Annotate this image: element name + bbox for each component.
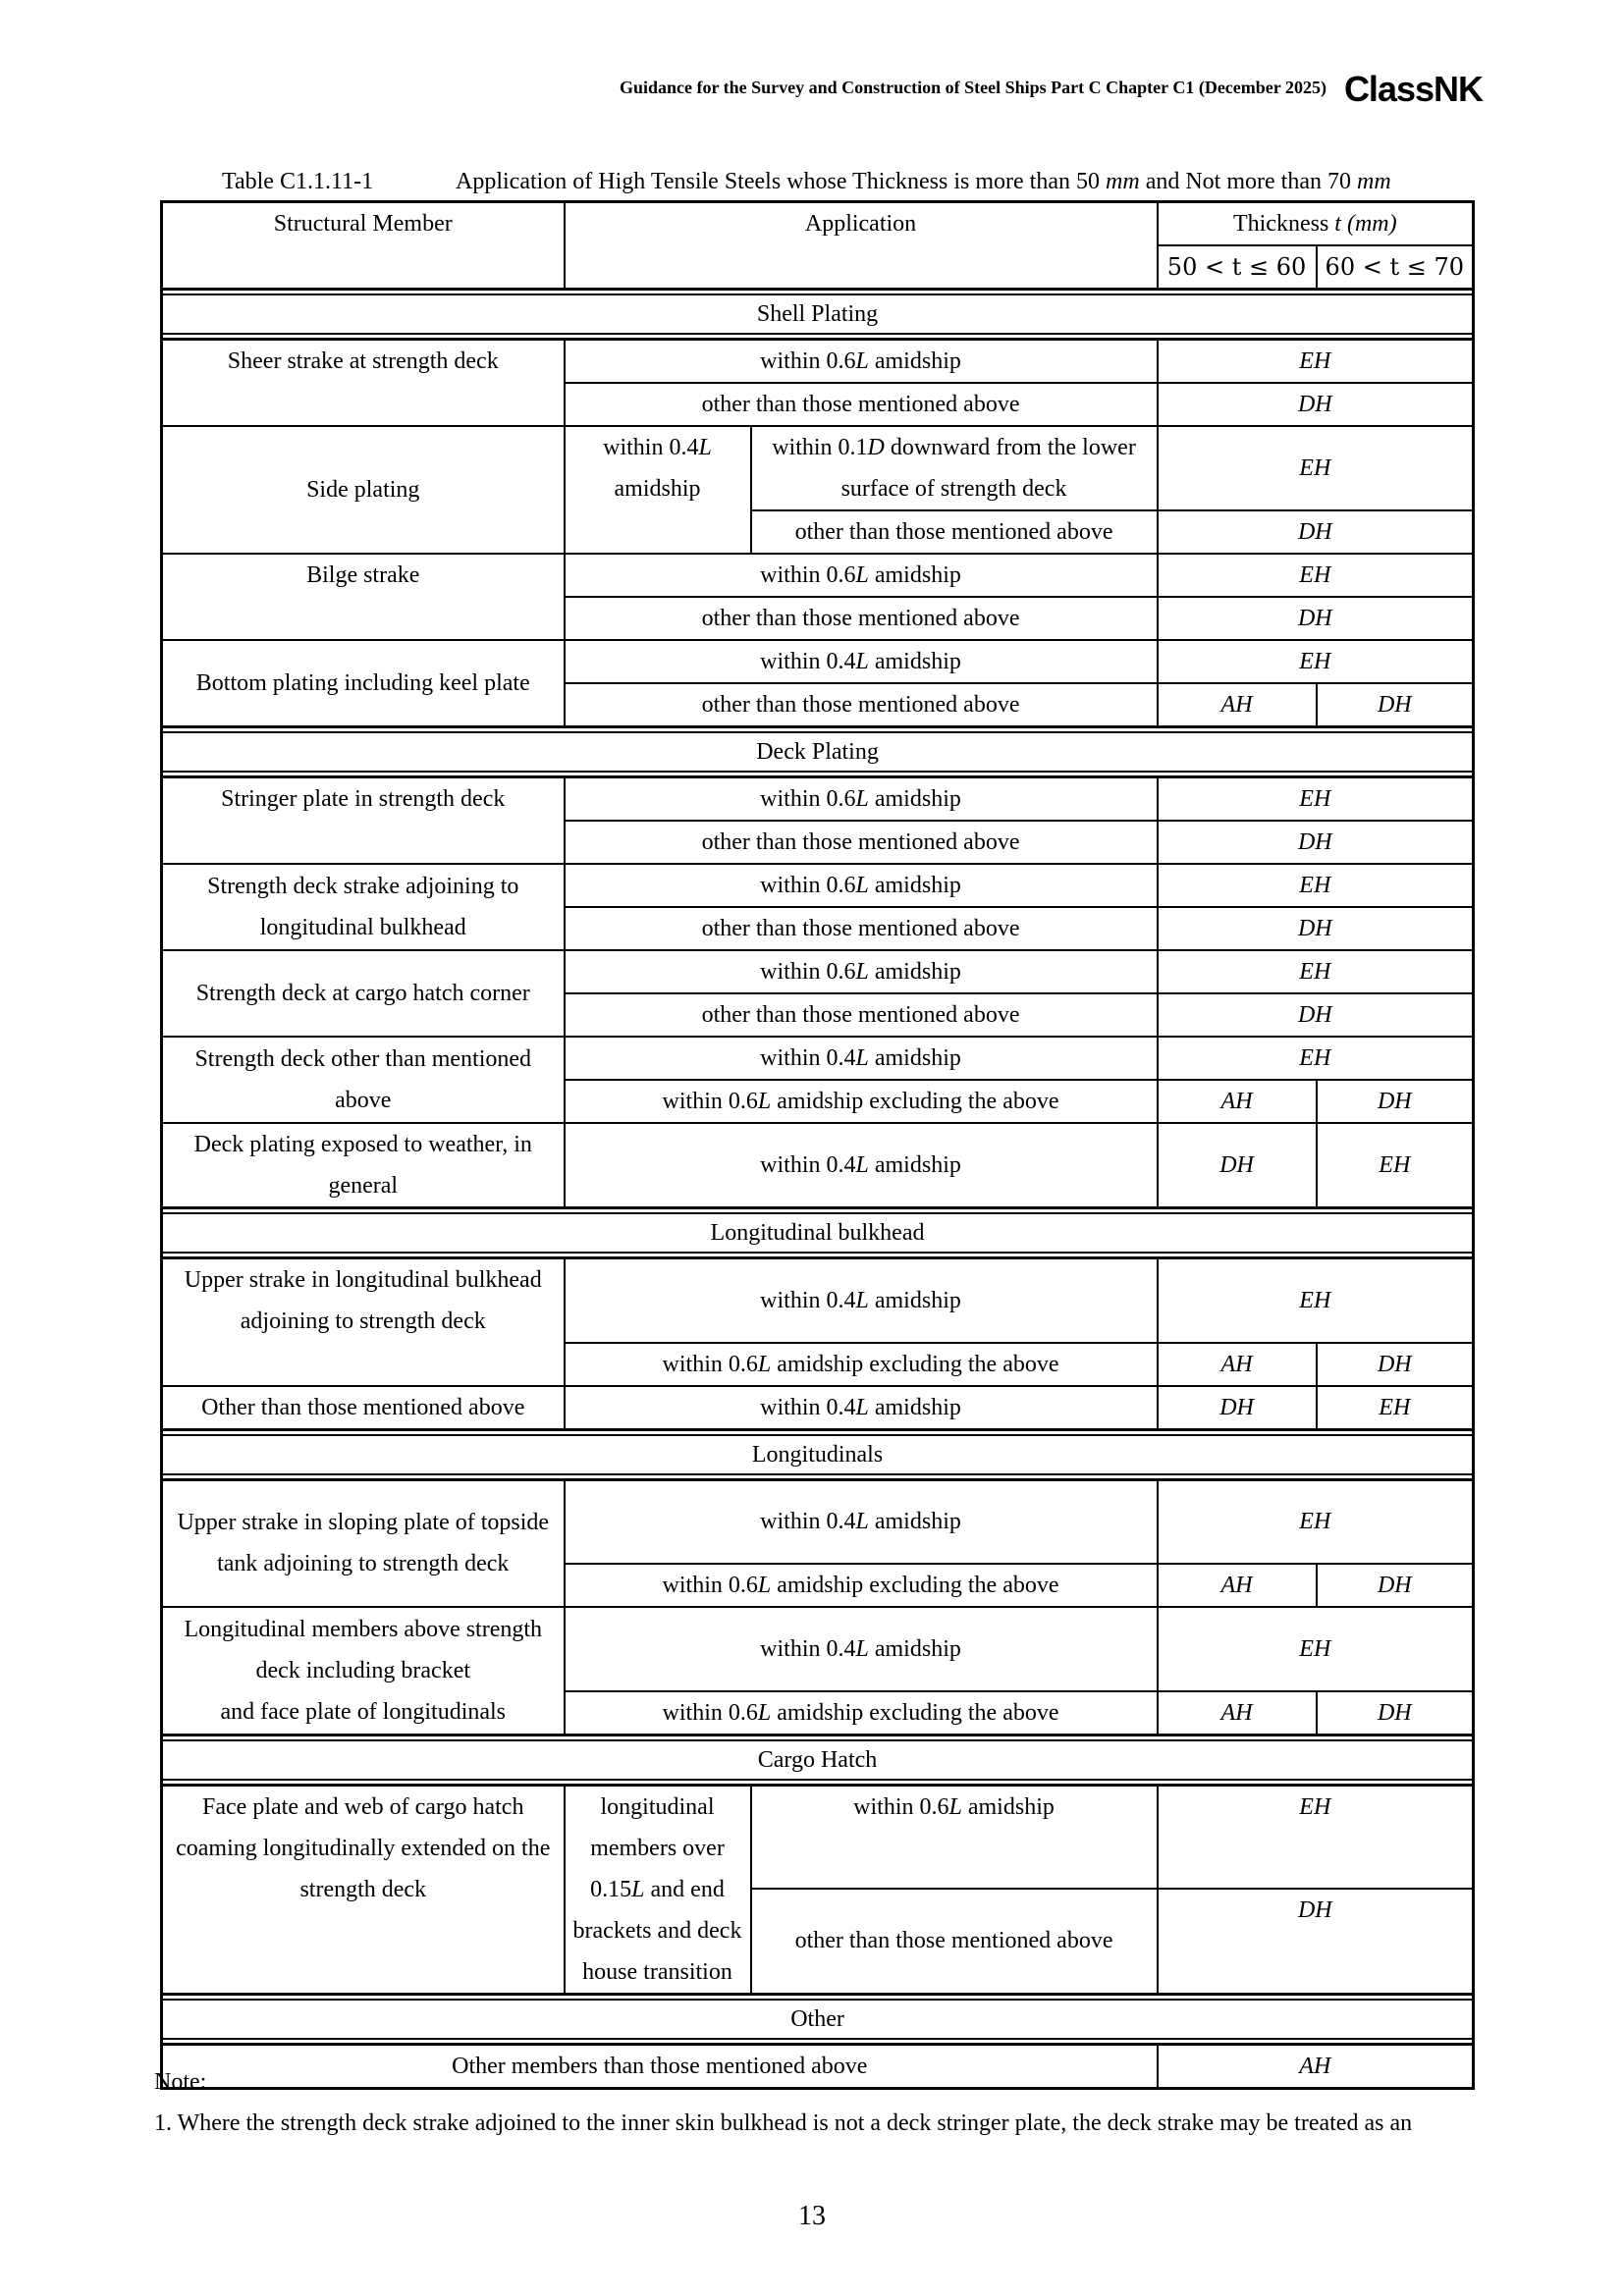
high-tensile-steel-table	[160, 200, 1475, 2090]
member-strength-deck-hatch-corner: Strength deck at cargo hatch corner	[162, 950, 565, 1037]
member-side-plating: Side plating	[162, 426, 565, 554]
running-title: Guidance for the Survey and Construction of Steel Ships Part C Chapter C1 (December 2025)	[619, 78, 1326, 97]
section-cargo-hatch: Cargo Hatch	[162, 1735, 1474, 1786]
member-sloping-plate: Upper strake in sloping plate of topside tank adjoining to strength deck	[162, 1479, 565, 1607]
table-number: Table C1.1.11-1	[222, 169, 374, 194]
grade-cell: AH	[1158, 1343, 1317, 1386]
application-cell: within 0.4L amidship	[565, 1037, 1158, 1080]
grade-cell: EH	[1158, 777, 1474, 822]
application-cell: within 0.4L amidship	[565, 426, 751, 554]
grade-cell: DH	[1158, 510, 1474, 554]
note-item-1: 1. Where the strength deck strake adjoined to the inner skin bulkhead is not a deck stringer plate, the deck strake may be treated as an	[154, 2110, 1413, 2136]
grade-cell: DH	[1158, 1123, 1317, 1208]
member-hatch-coaming: Face plate and web of cargo hatch coaming longitudinally extended on the strength deck	[162, 1786, 565, 1995]
section-other: Other	[162, 1995, 1474, 2045]
member-upper-strake-lbh: Upper strake in longitudinal bulkhead adjoining to strength deck	[162, 1258, 565, 1386]
application-cell: within 0.6L amidship excluding the above	[565, 1343, 1158, 1386]
member-stringer-plate: Stringer plate in strength deck	[162, 777, 565, 865]
member-sheer-strake: Sheer strake at strength deck	[162, 340, 565, 427]
page-number: 13	[798, 2201, 826, 2231]
application-cell: other than those mentioned above	[565, 597, 1158, 640]
section-deck-plating: Deck Plating	[162, 727, 1474, 777]
application-cell: other than those mentioned above	[751, 1889, 1158, 1995]
application-cell: within 0.6L amidship excluding the above	[565, 1691, 1158, 1735]
grade-cell: EH	[1158, 340, 1474, 384]
application-cell: within 0.1D downward from the lower surface of strength deck	[751, 426, 1158, 510]
application-cell: within 0.6L amidship	[565, 340, 1158, 384]
application-cell: within 0.6L amidship excluding the above	[565, 1564, 1158, 1607]
application-cell: other than those mentioned above	[565, 383, 1158, 426]
grade-cell: DH	[1158, 383, 1474, 426]
application-cell: within 0.6L amidship	[751, 1786, 1158, 1889]
member-bottom-plating: Bottom plating including keel plate	[162, 640, 565, 727]
application-cell: within 0.4L amidship	[565, 1123, 1158, 1208]
table-title-part: and Not more than 70	[1139, 169, 1357, 194]
grade-cell: EH	[1317, 1123, 1474, 1208]
grade-cell: DH	[1158, 821, 1474, 864]
grade-cell: EH	[1158, 1786, 1474, 1889]
grade-cell: DH	[1158, 993, 1474, 1037]
note-label: Note:	[154, 2069, 207, 2095]
grade-cell: AH	[1158, 683, 1317, 727]
member-lbh-other: Other than those mentioned above	[162, 1386, 565, 1430]
table-title-part: Application of High Tensile Steels whose Thickness is more than 50	[456, 169, 1107, 194]
header-structural-member: Structural Member	[162, 202, 565, 290]
grade-cell: DH	[1317, 1343, 1474, 1386]
grade-cell: DH	[1317, 683, 1474, 727]
section-longitudinal-bulkhead: Longitudinal bulkhead	[162, 1208, 1474, 1258]
grade-cell: AH	[1158, 1691, 1317, 1735]
application-cell: other than those mentioned above	[565, 907, 1158, 950]
application-cell: other than those mentioned above	[751, 510, 1158, 554]
header-application: Application	[565, 202, 1158, 290]
grade-cell: DH	[1317, 1080, 1474, 1123]
application-cell: within 0.4L amidship	[565, 1258, 1158, 1343]
member-strength-deck-strake-lbh: Strength deck strake adjoining to longitudinal bulkhead	[162, 864, 565, 950]
grade-cell: DH	[1158, 597, 1474, 640]
application-cell: within 0.6L amidship	[565, 777, 1158, 822]
grade-cell: DH	[1317, 1564, 1474, 1607]
grade-cell: EH	[1317, 1386, 1474, 1430]
table-title-unit: mm	[1356, 169, 1391, 194]
grade-cell: EH	[1158, 554, 1474, 597]
table-title-unit: mm	[1106, 169, 1140, 194]
member-longitudinal-members: Longitudinal members above strength deck including bracket and face plate of longitudinals	[162, 1607, 565, 1735]
section-shell-plating: Shell Plating	[162, 290, 1474, 340]
header-range-60-70: 60 < t ≤ 70	[1317, 245, 1474, 290]
grade-cell: EH	[1158, 640, 1474, 683]
section-longitudinals: Longitudinals	[162, 1429, 1474, 1479]
application-cell: within 0.6L amidship excluding the above	[565, 1080, 1158, 1123]
running-header	[0, 69, 1483, 110]
header-range-50-60: 50 < t ≤ 60	[1158, 245, 1317, 290]
grade-cell: AH	[1158, 2045, 1474, 2089]
grade-cell: EH	[1158, 1037, 1474, 1080]
grade-cell: DH	[1158, 907, 1474, 950]
grade-cell: EH	[1158, 1479, 1474, 1564]
header-thickness: Thickness t (mm)	[1158, 202, 1474, 246]
application-cell: within 0.4L amidship	[565, 1479, 1158, 1564]
application-cell: other than those mentioned above	[565, 821, 1158, 864]
grade-cell: EH	[1158, 950, 1474, 993]
application-cell: other than those mentioned above	[565, 993, 1158, 1037]
grade-cell: DH	[1158, 1889, 1474, 1995]
grade-cell: EH	[1158, 426, 1474, 510]
application-cell: within 0.4L amidship	[565, 640, 1158, 683]
member-bilge-strake: Bilge strake	[162, 554, 565, 640]
grade-cell: EH	[1158, 864, 1474, 907]
application-cell: within 0.6L amidship	[565, 864, 1158, 907]
classnk-logo: ClassNK	[1343, 69, 1483, 109]
application-cell: within 0.4L amidship	[565, 1386, 1158, 1430]
application-cell: longitudinal members over 0.15L and end brackets and deck house transition	[565, 1786, 751, 1995]
member-other-members: Other members than those mentioned above	[162, 2045, 1158, 2089]
member-strength-deck-other: Strength deck other than mentioned above	[162, 1037, 565, 1123]
table-caption	[222, 169, 1391, 195]
grade-cell: DH	[1317, 1691, 1474, 1735]
grade-cell: EH	[1158, 1607, 1474, 1691]
application-cell: within 0.6L amidship	[565, 554, 1158, 597]
grade-cell: DH	[1158, 1386, 1317, 1430]
grade-cell: AH	[1158, 1564, 1317, 1607]
application-cell: other than those mentioned above	[565, 683, 1158, 727]
application-cell: within 0.6L amidship	[565, 950, 1158, 993]
grade-cell: EH	[1158, 1258, 1474, 1343]
grade-cell: AH	[1158, 1080, 1317, 1123]
member-deck-weather: Deck plating exposed to weather, in general	[162, 1123, 565, 1208]
application-cell: within 0.4L amidship	[565, 1607, 1158, 1691]
